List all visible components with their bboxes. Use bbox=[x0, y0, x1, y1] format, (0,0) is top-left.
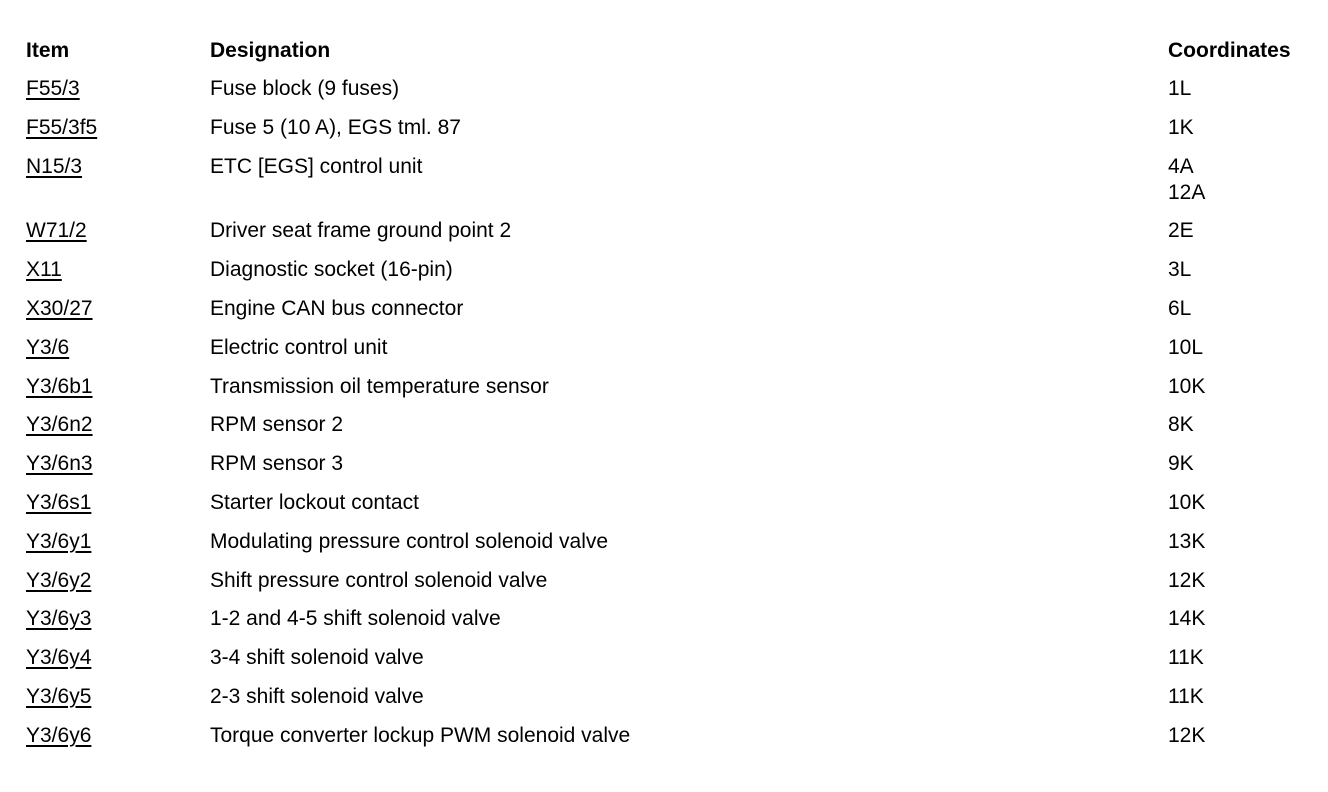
item-cell bbox=[26, 374, 210, 400]
coordinates-cell bbox=[1168, 76, 1328, 102]
header-item: Item bbox=[26, 39, 70, 62]
designation-cell: Transmission oil temperature sensor bbox=[210, 374, 549, 398]
table-row bbox=[26, 296, 1328, 322]
table-row bbox=[26, 684, 1328, 710]
item-cell bbox=[26, 115, 210, 141]
table-row bbox=[26, 490, 1328, 516]
item-link[interactable]: Y3/6y2 bbox=[26, 568, 92, 592]
coordinates-cell bbox=[1168, 490, 1328, 516]
coordinate-value: 11K bbox=[1168, 646, 1204, 670]
designation-cell: 3-4 shift solenoid valve bbox=[210, 646, 424, 670]
item-link[interactable]: Y3/6b1 bbox=[26, 374, 93, 398]
coordinates-cell bbox=[1168, 335, 1328, 361]
coordinate-value: 12K bbox=[1168, 723, 1206, 747]
item-cell bbox=[26, 451, 210, 477]
table-row bbox=[26, 568, 1328, 594]
table-row bbox=[26, 374, 1328, 400]
table-row bbox=[26, 154, 1328, 206]
item-link[interactable]: Y3/6y4 bbox=[26, 646, 92, 670]
item-link[interactable]: X30/27 bbox=[26, 296, 93, 320]
item-cell bbox=[26, 218, 210, 244]
item-link[interactable]: W71/2 bbox=[26, 219, 87, 243]
designation-cell: Fuse 5 (10 A), EGS tml. 87 bbox=[210, 115, 461, 139]
coordinates-cell bbox=[1168, 296, 1328, 322]
table-row bbox=[26, 723, 1328, 749]
item-link[interactable]: F55/3 bbox=[26, 77, 80, 100]
table-row bbox=[26, 451, 1328, 477]
designation-cell: Driver seat frame ground point 2 bbox=[210, 219, 512, 243]
coordinates-cell bbox=[1168, 684, 1328, 710]
item-cell bbox=[26, 606, 210, 632]
item-link[interactable]: N15/3 bbox=[26, 154, 83, 178]
item-link[interactable]: Y3/6n2 bbox=[26, 413, 93, 437]
table-row bbox=[26, 412, 1328, 438]
designation-cell: Fuse block (9 fuses) bbox=[210, 77, 400, 100]
table-row bbox=[26, 218, 1328, 244]
coordinate-value: 10L bbox=[1168, 335, 1204, 359]
coordinate-value: 10K bbox=[1168, 374, 1206, 398]
item-cell bbox=[26, 154, 210, 180]
item-link[interactable]: Y3/6y5 bbox=[26, 684, 92, 708]
designation-cell: Torque converter lockup PWM solenoid valve bbox=[210, 723, 631, 747]
coordinate-value: 8K bbox=[1168, 413, 1194, 437]
designation-cell: 1-2 and 4-5 shift solenoid valve bbox=[210, 607, 501, 631]
item-cell bbox=[26, 568, 210, 594]
designation-cell: RPM sensor 2 bbox=[210, 413, 344, 437]
designation-cell: Starter lockout contact bbox=[210, 490, 419, 514]
coordinate-value: 13K bbox=[1168, 529, 1206, 553]
item-cell bbox=[26, 296, 210, 322]
coordinates-cell bbox=[1168, 115, 1328, 141]
item-cell bbox=[26, 490, 210, 516]
coordinate-value: 1L bbox=[1168, 77, 1192, 100]
coordinate-value: 11K bbox=[1168, 684, 1204, 708]
table-row bbox=[26, 76, 1328, 102]
item-link[interactable]: Y3/6y1 bbox=[26, 529, 92, 553]
coordinate-value: 10K bbox=[1168, 490, 1206, 514]
coordinates-cell bbox=[1168, 606, 1328, 632]
coordinate-value: 14K bbox=[1168, 607, 1206, 631]
table-body bbox=[26, 76, 1328, 749]
coordinates-cell bbox=[1168, 374, 1328, 400]
coordinates-cell bbox=[1168, 645, 1328, 671]
item-cell bbox=[26, 335, 210, 361]
designation-cell: Modulating pressure control solenoid valve bbox=[210, 529, 609, 553]
item-link[interactable]: F55/3f5 bbox=[26, 115, 98, 139]
item-cell bbox=[26, 76, 210, 102]
designation-cell: ETC [EGS] control unit bbox=[210, 154, 423, 178]
table-row bbox=[26, 115, 1328, 141]
coordinates-cell bbox=[1168, 529, 1328, 555]
coordinates-cell bbox=[1168, 154, 1328, 206]
coordinate-value: 4A bbox=[1168, 154, 1194, 178]
item-cell bbox=[26, 257, 210, 283]
item-link[interactable]: Y3/6y3 bbox=[26, 607, 92, 631]
item-cell bbox=[26, 645, 210, 671]
header-coordinates: Coordinates bbox=[1168, 39, 1291, 62]
coordinate-value: 6L bbox=[1168, 296, 1192, 320]
item-link[interactable]: Y3/6y6 bbox=[26, 723, 92, 747]
coordinates-cell bbox=[1168, 412, 1328, 438]
item-cell bbox=[26, 529, 210, 555]
coordinate-value: 9K bbox=[1168, 452, 1194, 476]
item-link[interactable]: Y3/6n3 bbox=[26, 452, 93, 476]
designation-cell: Diagnostic socket (16-pin) bbox=[210, 258, 453, 282]
coordinate-value: 1K bbox=[1168, 115, 1194, 139]
coordinates-cell bbox=[1168, 723, 1328, 749]
table-row bbox=[26, 529, 1328, 555]
table-row bbox=[26, 606, 1328, 632]
table-row bbox=[26, 335, 1328, 361]
coordinates-cell bbox=[1168, 218, 1328, 244]
designation-cell: Electric control unit bbox=[210, 335, 388, 359]
item-cell bbox=[26, 684, 210, 710]
item-link[interactable]: X11 bbox=[26, 258, 62, 282]
coordinate-value: 12K bbox=[1168, 568, 1206, 592]
coordinates-cell bbox=[1168, 257, 1328, 283]
table-row bbox=[26, 257, 1328, 283]
header-designation: Designation bbox=[210, 39, 331, 62]
table-row bbox=[26, 645, 1328, 671]
coordinates-cell bbox=[1168, 568, 1328, 594]
table-header bbox=[26, 38, 1328, 66]
component-table bbox=[26, 38, 1328, 762]
designation-cell: Engine CAN bus connector bbox=[210, 296, 464, 320]
designation-cell: RPM sensor 3 bbox=[210, 452, 344, 476]
coordinates-cell bbox=[1168, 451, 1328, 477]
item-link[interactable]: Y3/6 bbox=[26, 335, 70, 359]
designation-cell: Shift pressure control solenoid valve bbox=[210, 568, 548, 592]
item-cell bbox=[26, 723, 210, 749]
coordinate-value: 12A bbox=[1168, 180, 1206, 204]
item-link[interactable]: Y3/6s1 bbox=[26, 490, 92, 514]
item-cell bbox=[26, 412, 210, 438]
coordinate-value: 3L bbox=[1168, 258, 1192, 282]
coordinate-value: 2E bbox=[1168, 219, 1194, 243]
designation-cell: 2-3 shift solenoid valve bbox=[210, 684, 424, 708]
